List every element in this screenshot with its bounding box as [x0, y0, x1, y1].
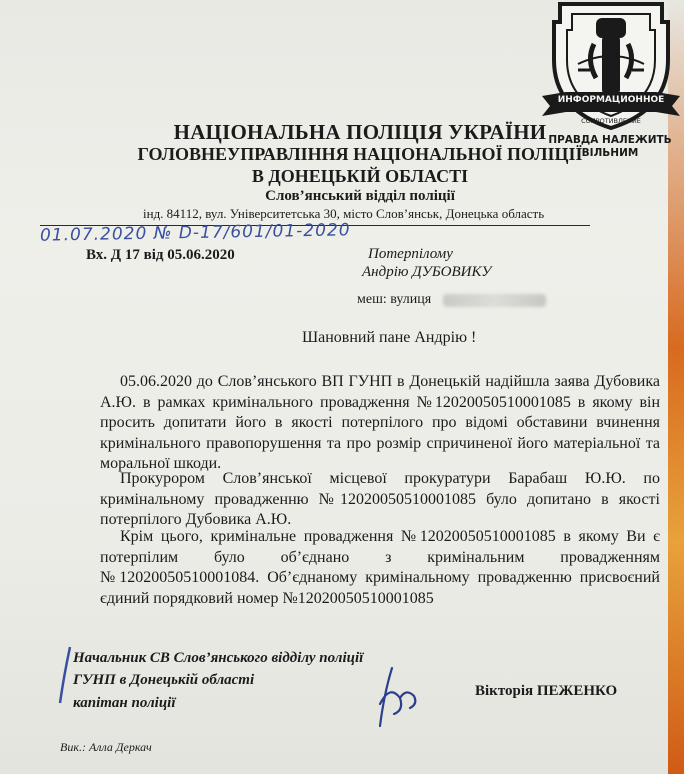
body-paragraph-2	[100, 469, 660, 531]
executor-note: Вик.: Алла Деркач	[60, 740, 152, 754]
handwritten-signature	[370, 664, 430, 734]
body-paragraph-1	[100, 372, 660, 475]
recipient-name: Андрію ДУБОВИКУ	[362, 264, 492, 280]
org-title-line3: В ДОНЕЦЬКІЙ ОБЛАСТІ	[251, 166, 469, 186]
signatory-name: Вікторія ПЕЖЕНКО	[475, 683, 618, 699]
paragraph-1-text: 05.06.2020 до Слов’янського ВП ГУНП в Донецькій надійшла заява Дубовика А.Ю. в рамках кримінального провадження №12020050510001085 в якому він просить допитати його в якості потерпілого про відомі обставини вчинення кримінального правопорушення та про розмір спричиненої його матеріальної та моральної шкоди.	[100, 373, 660, 472]
greeting: Шановний пане Андрію !	[302, 329, 477, 346]
reference-number: Вх. Д 17 від 05.06.2020	[86, 247, 235, 263]
paragraph-2-text: Прокурором Слов’янської місцевої прокуратури Барабаш Ю.Ю. по кримінальному провадженню №12020050510001085 було допитано в якості потерпілого Дубовика А.Ю.	[100, 470, 660, 528]
stamp-caption-line2: ВІЛЬНИМ	[581, 147, 639, 159]
signatory-unit: ГУНП в Донецькій області	[73, 672, 255, 688]
stamp-caption-line1: ПРАВДА НАЛЕЖИТЬ	[548, 134, 672, 146]
stamp-arc-text: ИНФОРМАЦИОННОЕ	[557, 95, 665, 105]
recipient-line1: Потерпілому	[368, 246, 453, 262]
margin-mark	[58, 645, 72, 705]
org-title-line1: НАЦІОНАЛЬНА ПОЛІЦІЯ УКРАЇНИ	[173, 120, 547, 144]
paragraph-3-text: Крім цього, кримінальне провадження №12020050510001085 в якому Ви є потерпілим було об’єднано з кримінальним провадженням №12020050510001084. Об’єднаному кримінальному провадженню присвоєний єдиний порядковий номер №12020050510001085	[100, 528, 660, 607]
redacted-address	[443, 294, 546, 307]
department-address: інд. 84112, вул. Університетська 30, місто Слов’янськ, Донецька область	[143, 206, 545, 221]
department-name: Слов’янський відділ поліції	[265, 188, 455, 204]
org-title-line2: ГОЛОВНЕУПРАВЛІННЯ НАЦІОНАЛЬНОЇ ПОЛІЦІЇ	[137, 144, 583, 164]
stamp-ribbon-text: СОПРОТИВЛЕНИЕ	[581, 117, 641, 125]
body-paragraph-3	[100, 527, 660, 609]
handwritten-incoming-number: 01.07.2020 № D-17/601/01-2020	[39, 220, 351, 246]
signatory-position: Начальник СВ Слов’янського відділу поліції	[73, 650, 364, 666]
signatory-rank: капітан поліції	[73, 695, 176, 711]
recipient-address-label: меш: вулиця	[357, 292, 432, 307]
